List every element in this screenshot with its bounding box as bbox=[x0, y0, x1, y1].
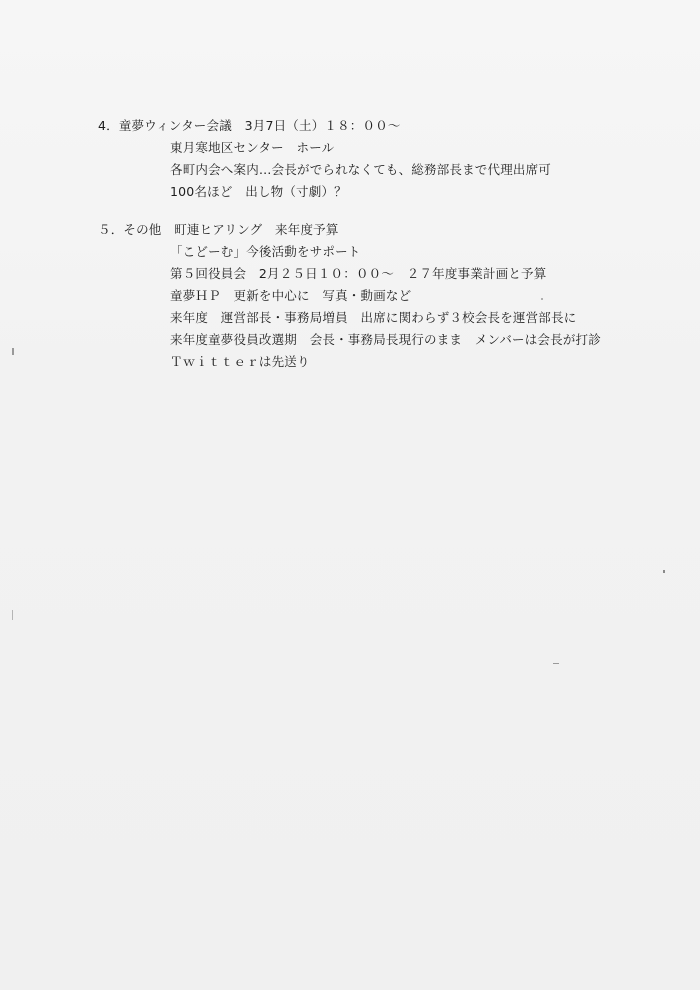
scan-speck bbox=[663, 570, 665, 573]
section-4-line-attendance: 100名ほど 出し物（寸劇）？ bbox=[170, 184, 347, 199]
scan-speck bbox=[541, 298, 543, 300]
section-4-heading: 4．童夢ウィンター会議 3月7日（土）１８：００～ bbox=[98, 118, 401, 133]
section-5-line-twitter: Ｔｗｉｔｔｅｒは先送り bbox=[170, 354, 310, 369]
section-5-line-kodomu: 「こどーむ」今後活動をサポート bbox=[170, 244, 361, 259]
section-5-heading: ５．その他 町連ヒアリング 来年度予算 bbox=[98, 222, 339, 237]
scan-speck bbox=[12, 610, 13, 620]
section-4-line-venue: 東月寒地区センター ホール bbox=[170, 140, 335, 155]
section-5-line-homepage: 童夢ＨＰ 更新を中心に 写真・動画など bbox=[170, 288, 412, 303]
section-5-line-election: 来年度童夢役員改選期 会長・事務局長現行のまま メンバーは会長が打診 bbox=[170, 332, 601, 347]
scan-speck bbox=[12, 348, 14, 355]
section-5-line-board-meeting: 第５回役員会 2月２５日１０：００～ ２７年度事業計画と予算 bbox=[170, 266, 547, 281]
section-4-line-invitation: 各町内会へ案内…会長がでられなくても、総務部長まで代理出席可 bbox=[170, 162, 552, 177]
section-5-line-staffing: 来年度 運営部長・事務局増員 出席に関わらず３校会長を運営部長に bbox=[170, 310, 577, 325]
scan-speck bbox=[553, 663, 559, 664]
